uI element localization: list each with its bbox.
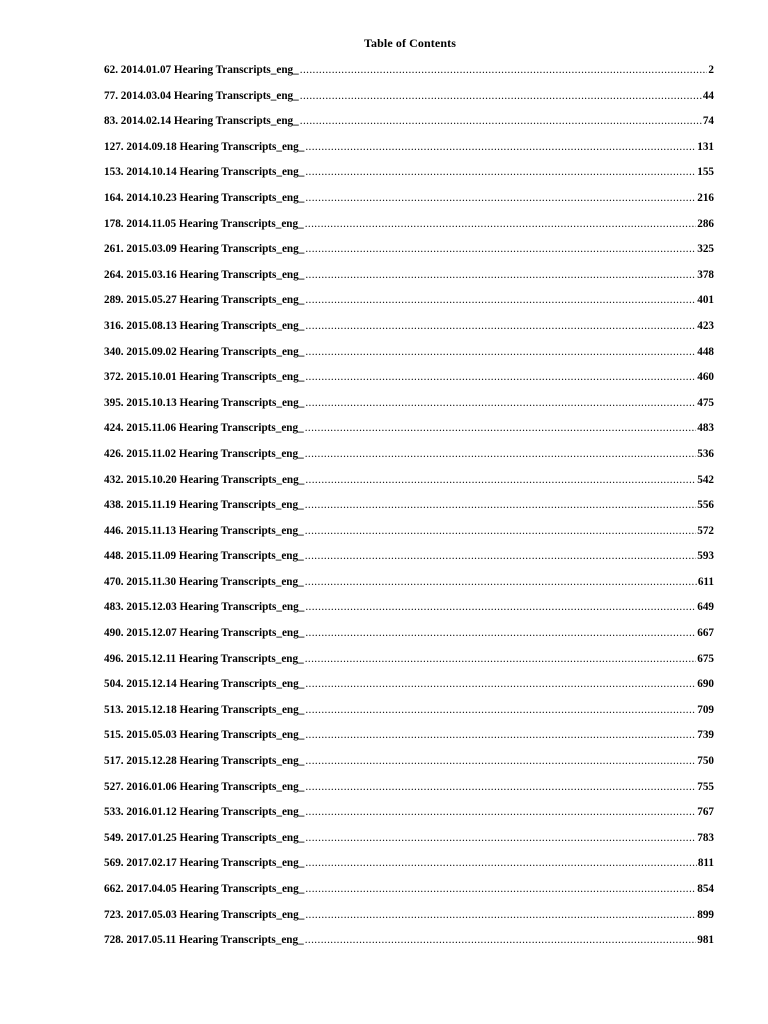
toc-entry[interactable] — [104, 678, 714, 704]
dot-leader — [305, 499, 697, 511]
toc-entry[interactable] — [104, 64, 714, 90]
toc-entry-page-number: 649 — [697, 601, 714, 614]
toc-entry-page-number: 593 — [697, 550, 714, 563]
page-title: Table of Contents — [364, 36, 456, 50]
toc-entry-label: 496. 2015.12.11 Hearing Transcripts_eng_ — [104, 652, 304, 665]
toc-entry-label: 569. 2017.02.17 Hearing Transcripts_eng_ — [104, 857, 305, 870]
toc-entry-page-number: 155 — [697, 166, 714, 179]
dot-leader — [305, 243, 696, 255]
dot-leader — [305, 422, 697, 434]
toc-entry[interactable] — [104, 243, 714, 269]
toc-entry-label: 426. 2015.11.02 Hearing Transcripts_eng_ — [104, 447, 304, 460]
dot-leader — [305, 883, 696, 895]
dot-leader — [300, 115, 702, 127]
toc-entry[interactable] — [104, 832, 714, 858]
toc-entry-page-number: 750 — [697, 755, 714, 768]
toc-entry-label: 728. 2017.05.11 Hearing Transcripts_eng_ — [104, 934, 304, 947]
toc-entry-label: 289. 2015.05.27 Hearing Transcripts_eng_ — [104, 294, 305, 307]
toc-entry-label: 438. 2015.11.19 Hearing Transcripts_eng_ — [104, 499, 304, 512]
dot-leader — [305, 371, 696, 383]
toc-entry-label: 77. 2014.03.04 Hearing Transcripts_eng_ — [104, 89, 299, 102]
dot-leader — [305, 857, 696, 869]
toc-entry-label: 513. 2015.12.18 Hearing Transcripts_eng_ — [104, 703, 305, 716]
toc-entry-page-number: 475 — [697, 396, 714, 409]
toc-entry-page-number: 460 — [697, 371, 714, 384]
toc-entry[interactable] — [104, 346, 714, 372]
toc-entry-page-number: 286 — [697, 217, 714, 230]
dot-leader — [305, 550, 697, 562]
toc-entry-page-number: 2 — [708, 64, 714, 76]
toc-entry[interactable] — [104, 448, 714, 474]
toc-entry[interactable] — [104, 755, 714, 781]
dot-leader — [305, 781, 696, 793]
toc-entry-label: 483. 2015.12.03 Hearing Transcripts_eng_ — [104, 601, 305, 614]
dot-leader — [305, 448, 697, 460]
toc-entry[interactable] — [104, 422, 714, 448]
toc-entry-page-number: 755 — [697, 780, 714, 793]
toc-entry-page-number: 854 — [697, 883, 714, 895]
toc-entry-page-number: 423 — [697, 319, 714, 332]
toc-entry-label: 316. 2015.08.13 Hearing Transcripts_eng_ — [104, 319, 305, 332]
toc-entry-label: 178. 2014.11.05 Hearing Transcripts_eng_ — [104, 217, 304, 230]
toc-entry-label: 446. 2015.11.13 Hearing Transcripts_eng_ — [104, 524, 304, 537]
dot-leader — [305, 218, 697, 230]
toc-entry-label: 340. 2015.09.02 Hearing Transcripts_eng_ — [104, 345, 305, 358]
dot-leader — [305, 192, 696, 204]
dot-leader — [300, 64, 708, 76]
toc-entry[interactable] — [104, 550, 714, 576]
toc-entry[interactable] — [104, 371, 714, 397]
dot-leader — [305, 704, 696, 716]
toc-entry[interactable] — [104, 90, 714, 116]
toc-entry[interactable] — [104, 294, 714, 320]
toc-entry[interactable] — [104, 909, 714, 935]
toc-entry-label: 490. 2015.12.07 Hearing Transcripts_eng_ — [104, 627, 305, 640]
toc-entry-page-number: 783 — [697, 831, 714, 844]
dot-leader — [300, 90, 702, 102]
toc-entry[interactable] — [104, 627, 714, 653]
dot-leader — [305, 601, 696, 613]
toc-entry-page-number: 44 — [702, 89, 714, 102]
toc-entry[interactable] — [104, 653, 714, 679]
toc-entry-label: 261. 2015.03.09 Hearing Transcripts_eng_ — [104, 243, 305, 256]
toc-entry[interactable] — [104, 166, 714, 192]
toc-entry-label: 515. 2015.05.03 Hearing Transcripts_eng_ — [104, 729, 305, 742]
toc-entry-label: 424. 2015.11.06 Hearing Transcripts_eng_ — [104, 422, 304, 435]
toc-entry-label: 527. 2016.01.06 Hearing Transcripts_eng_ — [104, 780, 305, 793]
dot-leader — [305, 576, 697, 588]
toc-entry-page-number: 556 — [697, 499, 714, 512]
toc-entry-page-number: 981 — [697, 934, 714, 947]
toc-entry-label: 372. 2015.10.01 Hearing Transcripts_eng_ — [104, 371, 305, 384]
toc-entry-page-number: 216 — [697, 191, 714, 204]
toc-entry-label: 517. 2015.12.28 Hearing Transcripts_eng_ — [104, 755, 305, 768]
toc-entry-label: 164. 2014.10.23 Hearing Transcripts_eng_ — [104, 191, 305, 204]
toc-entry[interactable] — [104, 601, 714, 627]
toc-entry[interactable] — [104, 499, 714, 525]
dot-leader — [305, 832, 696, 844]
dot-leader — [305, 653, 697, 665]
toc-entry-label: 153. 2014.10.14 Hearing Transcripts_eng_ — [104, 166, 305, 179]
dot-leader — [305, 346, 696, 358]
toc-entry-page-number: 899 — [697, 908, 714, 921]
toc-entry[interactable] — [104, 474, 714, 500]
dot-leader — [305, 474, 696, 486]
toc-entry-label: 448. 2015.11.09 Hearing Transcripts_eng_ — [104, 550, 304, 563]
toc-entry[interactable] — [104, 320, 714, 346]
toc-entry[interactable] — [104, 934, 714, 960]
toc-entry-page-number: 325 — [697, 243, 714, 256]
toc-entry-label: 723. 2017.05.03 Hearing Transcripts_eng_ — [104, 908, 305, 921]
dot-leader — [305, 269, 696, 281]
toc-entry-label: 62. 2014.01.07 Hearing Transcripts_eng_ — [104, 64, 299, 76]
toc-entry[interactable] — [104, 704, 714, 730]
dot-leader — [305, 166, 696, 178]
toc-entry-label: 662. 2017.04.05 Hearing Transcripts_eng_ — [104, 883, 305, 895]
toc-entry-page-number: 401 — [697, 294, 714, 307]
toc-entry-page-number: 572 — [697, 524, 714, 537]
toc-entry-page-number: 131 — [697, 140, 714, 153]
toc-entry[interactable] — [104, 576, 714, 602]
toc-entry-label: 395. 2015.10.13 Hearing Transcripts_eng_ — [104, 396, 305, 409]
toc-entry[interactable] — [104, 397, 714, 423]
dot-leader — [305, 525, 697, 537]
toc-entry[interactable] — [104, 115, 714, 141]
dot-leader — [305, 934, 697, 946]
toc-entry-page-number: 811 — [697, 857, 714, 870]
dot-leader — [305, 909, 696, 921]
dot-leader — [305, 627, 696, 639]
toc-entry[interactable] — [104, 729, 714, 755]
toc-entry-label: 83. 2014.02.14 Hearing Transcripts_eng_ — [104, 115, 299, 128]
toc-entry-page-number: 448 — [697, 345, 714, 358]
toc-entry[interactable] — [104, 525, 714, 551]
toc-entry-label: 432. 2015.10.20 Hearing Transcripts_eng_ — [104, 473, 305, 486]
toc-entry-label: 549. 2017.01.25 Hearing Transcripts_eng_ — [104, 831, 305, 844]
dot-leader — [305, 755, 696, 767]
toc-entry-page-number: 667 — [697, 627, 714, 640]
toc-entry-page-number: 611 — [697, 575, 714, 588]
toc-entry-label: 264. 2015.03.16 Hearing Transcripts_eng_ — [104, 268, 305, 281]
toc-entry[interactable] — [104, 218, 714, 244]
toc-entry[interactable] — [104, 857, 714, 883]
toc-entry-page-number: 378 — [697, 268, 714, 281]
toc-entry-label: 470. 2015.11.30 Hearing Transcripts_eng_ — [104, 575, 304, 588]
toc-entry-page-number: 675 — [697, 652, 714, 665]
toc-entry-page-number: 483 — [697, 422, 714, 435]
toc-entry-page-number: 74 — [702, 115, 714, 128]
dot-leader — [305, 141, 696, 153]
toc-entry[interactable] — [104, 269, 714, 295]
toc-entry[interactable] — [104, 781, 714, 807]
toc-entry-page-number: 709 — [697, 703, 714, 716]
toc-entry-page-number: 536 — [697, 447, 714, 460]
toc-entry[interactable] — [104, 806, 714, 832]
dot-leader — [305, 294, 696, 306]
dot-leader — [305, 397, 696, 409]
dot-leader — [305, 806, 696, 818]
toc-entry-page-number: 767 — [697, 806, 714, 819]
dot-leader — [305, 729, 696, 741]
dot-leader — [305, 678, 696, 690]
toc-entry[interactable] — [104, 883, 714, 909]
toc-list — [104, 64, 714, 960]
toc-entry[interactable] — [104, 192, 714, 218]
dot-leader — [305, 320, 696, 332]
toc-entry-page-number: 542 — [697, 473, 714, 486]
toc-entry-page-number: 690 — [697, 678, 714, 691]
toc-entry-label: 504. 2015.12.14 Hearing Transcripts_eng_ — [104, 678, 305, 691]
toc-entry-page-number: 739 — [697, 729, 714, 742]
toc-entry-label: 533. 2016.01.12 Hearing Transcripts_eng_ — [104, 806, 305, 819]
toc-entry-label: 127. 2014.09.18 Hearing Transcripts_eng_ — [104, 140, 305, 153]
toc-entry[interactable] — [104, 141, 714, 167]
